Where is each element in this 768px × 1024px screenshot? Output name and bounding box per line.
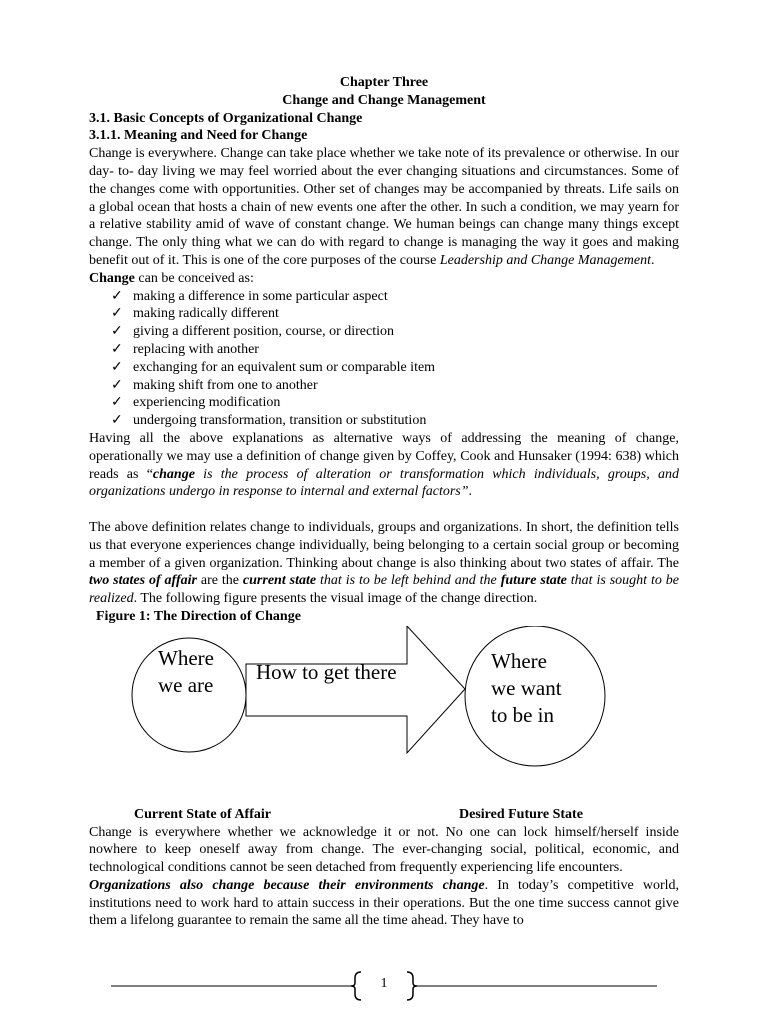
list-item-text: making radically different xyxy=(133,306,279,322)
conceived-bold: Change xyxy=(89,270,135,286)
current-state-term: current state xyxy=(242,573,317,589)
list-item-text: making a difference in some particular aspect xyxy=(133,288,388,304)
definition-rest: is the process of alteration or transformation which individuals, groups, and organizations undergo in response to internal and external factors” xyxy=(89,466,679,500)
spacer xyxy=(89,501,679,519)
intro-paragraph xyxy=(89,145,679,270)
change-checklist xyxy=(89,288,679,430)
conceived-line xyxy=(89,270,679,288)
check-icon: ✓ xyxy=(111,377,123,393)
list-item xyxy=(111,394,679,412)
states-term: two states of affair xyxy=(89,573,197,589)
list-item-text: giving a different position, course, or direction xyxy=(133,324,395,340)
check-icon: ✓ xyxy=(111,288,123,304)
list-item-text: replacing with another xyxy=(133,341,259,357)
check-icon: ✓ xyxy=(111,395,123,411)
check-icon: ✓ xyxy=(111,324,123,340)
course-name: Leadership and Change Management xyxy=(439,252,651,268)
future-state-term: future state xyxy=(500,573,567,589)
list-item xyxy=(111,323,679,341)
figure-caption: Figure 1: The Direction of Change xyxy=(96,608,301,624)
direction-arrow xyxy=(246,626,465,753)
future-state-label: Desired Future State xyxy=(459,806,583,822)
organizations-rest: . In today’s competitive world, institutions need to work hard to attain success in their operations. But the one time success cannot give them a lifelong guarantee to remain the same all the time ahead. They have to xyxy=(89,877,680,929)
future-state-line: Where xyxy=(491,648,547,673)
document-page xyxy=(89,74,679,930)
figure-labels xyxy=(89,806,679,824)
list-item xyxy=(111,359,679,377)
states-text-h: . The following figure presents the visual image of the change direction. xyxy=(133,591,538,607)
direction-of-change-figure xyxy=(89,626,679,806)
states-text-a: The above definition relates change to individuals, groups and organizations. In short, the definition tells us that everyone experiences change individually, being belonging to a certain social group or becoming a member of a given organization. Thinking about change is also thinking about two states of affair. The xyxy=(89,519,679,571)
list-item-text: undergoing transformation, transition or substitution xyxy=(133,413,427,429)
current-state-line: we are xyxy=(158,672,214,697)
page-number: 1 xyxy=(380,976,388,991)
intro-end: . xyxy=(650,252,655,268)
list-item-text: experiencing modification xyxy=(133,395,281,411)
states-paragraph xyxy=(89,519,679,608)
check-icon: ✓ xyxy=(111,413,123,429)
current-state-line: Where xyxy=(158,645,214,670)
conceived-rest: can be conceived as: xyxy=(134,270,254,286)
chapter-title: Change and Change Management xyxy=(282,92,486,108)
states-text-g: that is sought to be realized xyxy=(89,573,680,607)
organizations-paragraph xyxy=(89,877,679,930)
section-heading: 3.1. Basic Concepts of Organizational Change xyxy=(89,110,363,126)
check-icon: ✓ xyxy=(111,341,123,357)
list-item-text: making shift from one to another xyxy=(133,377,318,393)
intro-text: Change is everywhere. Change can take place whether we take note of its prevalence or otherwise. In our day- to- day living we may feel worried about the ever changing situations and circumstances. Some of the changes come with opportunities. Other set of changes may be accompanied by threats. Life sails on a global ocean that hosts a chain of new events one after the other. In such a condition, we may yearn for a relative stability amid of wave of constant change. We human beings can change many things except change. The only thing what we can do with regard to change is managing the way it goes and making benefit out of it. This is one of the core purposes of the course xyxy=(89,146,679,268)
chapter-number: Chapter Three xyxy=(339,75,429,90)
list-item xyxy=(111,377,679,395)
current-state-text xyxy=(158,645,214,699)
page-footer xyxy=(0,968,768,1004)
subsection-heading: 3.1.1. Meaning and Need for Change xyxy=(89,128,308,144)
organizations-bold: Organizations also change because their environments change xyxy=(89,877,485,893)
everywhere-paragraph: Change is everywhere whether we acknowledge it or not. No one can lock himself/herself inside nowhere to keep oneself away from change. The ever-changing social, political, economic, and technological conditions cannot be seen detached from frequently experiencing life encounters. xyxy=(89,824,679,876)
current-state-label: Current State of Affair xyxy=(134,806,271,822)
check-icon: ✓ xyxy=(111,306,123,322)
states-text-e: that is to be left behind and the xyxy=(316,573,501,589)
future-state-line: to be in xyxy=(491,702,554,727)
list-item xyxy=(111,341,679,359)
future-state-text xyxy=(491,648,562,729)
definition-paragraph xyxy=(89,430,679,501)
definition-term: change xyxy=(152,466,195,482)
list-item-text: exchanging for an equivalent sum or comparable item xyxy=(133,359,436,375)
arrow-text: How to get there xyxy=(256,659,397,684)
definition-intro: Having all the above explanations as alternative ways of addressing the meaning of change, operationally we may use a definition of change given by Coffey, Cook and Hunsaker (1994: 638) which reads as “ xyxy=(89,430,679,482)
list-item xyxy=(111,412,679,430)
check-icon: ✓ xyxy=(111,359,123,375)
definition-end: . xyxy=(468,484,473,500)
states-text-c: are the xyxy=(196,573,243,589)
list-item xyxy=(111,305,679,323)
future-state-line: we want xyxy=(491,675,562,700)
list-item xyxy=(111,288,679,306)
